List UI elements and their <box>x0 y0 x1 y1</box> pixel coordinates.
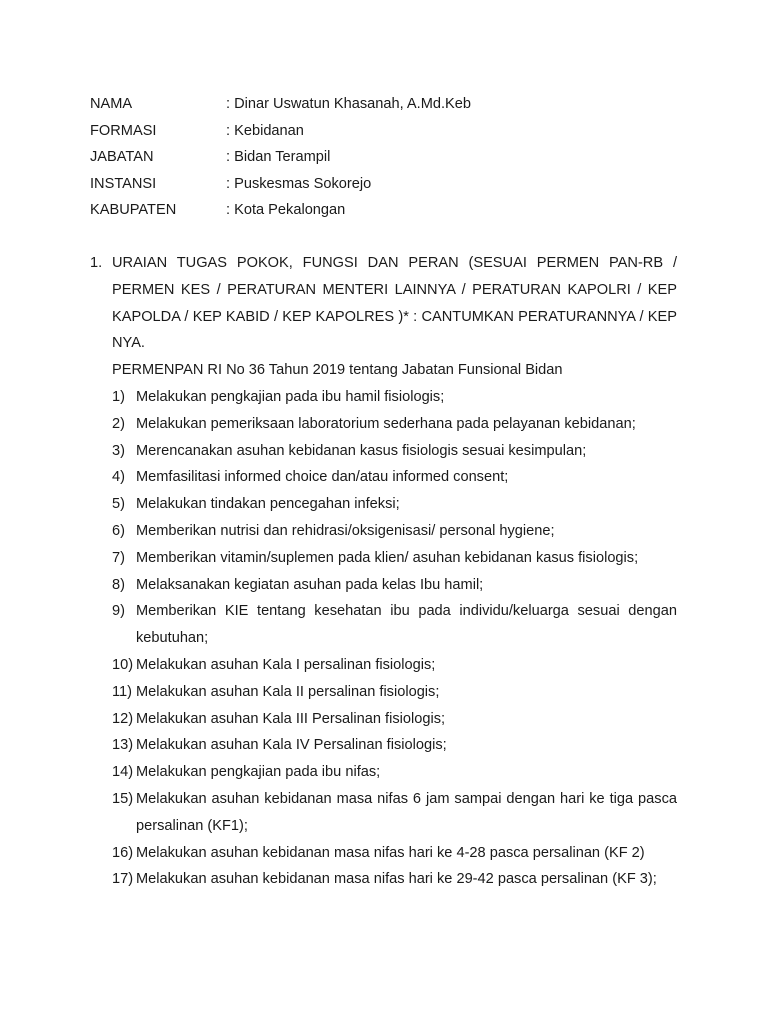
list-item-text: Melakukan asuhan Kala IV Persalinan fisiologis; <box>136 737 447 754</box>
list-item <box>112 598 677 652</box>
list-item-number: 13) <box>112 737 134 754</box>
list-item-number: 1) <box>112 388 125 405</box>
list-item <box>112 866 677 893</box>
info-value: : Kebidanan <box>226 122 304 139</box>
list-item-text: Melakukan asuhan Kala I persalinan fisiologis; <box>136 656 436 673</box>
duties-section <box>90 250 677 893</box>
list-item <box>112 411 677 438</box>
info-value: : Kota Pekalongan <box>226 202 346 219</box>
info-value: : Dinar Uswatun Khasanah, A.Md.Keb <box>226 96 471 112</box>
list-item-text: Melakukan pengkajian pada ibu hamil fisiologis; <box>136 388 445 405</box>
list-item-number: 17) <box>112 871 134 888</box>
section-heading <box>90 250 677 893</box>
list-item <box>112 572 677 599</box>
list-item <box>112 438 677 465</box>
section-body <box>112 250 677 893</box>
info-label: JABATAN <box>90 149 154 166</box>
list-item-text: Melakukan pengkajian pada ibu nifas; <box>136 764 381 781</box>
list-item <box>112 652 677 679</box>
list-item-text: Memfasilitasi informed choice dan/atau informed consent; <box>136 469 509 486</box>
info-label: NAMA <box>90 96 133 112</box>
list-item-text: Melakukan asuhan kebidanan masa nifas hari ke 29-42 pasca persalinan (KF 3); <box>136 871 657 888</box>
list-item <box>112 679 677 706</box>
info-label: KABUPATEN <box>90 202 177 219</box>
list-item <box>112 786 677 840</box>
list-item <box>112 706 677 733</box>
list-item-number: 16) <box>112 844 134 861</box>
list-item-text: Memberikan vitamin/suplemen pada klien/ asuhan kebidanan kasus fisiologis; <box>136 549 639 566</box>
info-label: FORMASI <box>90 122 157 139</box>
list-item-text: Melakukan asuhan Kala II persalinan fisiologis; <box>136 683 440 700</box>
list-item-text: Melaksanakan kegiatan asuhan pada kelas Ibu hamil; <box>136 576 484 593</box>
list-item <box>112 384 677 411</box>
list-item-number: 2) <box>112 415 125 432</box>
list-item-number: 6) <box>112 522 125 539</box>
list-item <box>112 545 677 572</box>
section-number: 1. <box>90 255 103 271</box>
list-item-text: Melakukan asuhan Kala III Persalinan fisiologis; <box>136 710 446 727</box>
info-row-instansi <box>90 171 690 198</box>
identity-block <box>90 91 690 224</box>
list-item-text: Melakukan asuhan kebidanan masa nifas hari ke 4-28 pasca persalinan (KF 2) <box>136 844 645 861</box>
list-item-text: Memberikan nutrisi dan rehidrasi/oksigenisasi/ personal hygiene; <box>136 522 555 539</box>
list-item-number: 5) <box>112 496 125 513</box>
section-title: URAIAN TUGAS POKOK, FUNGSI DAN PERAN (SESUAI PERMEN PAN-RB / PERMEN KES / PERATURAN MENTERI LAINNYA / PERATURAN KAPOLRI / KEP KAPOLDA / KEP KABID / KEP KAPOLRES )* : CANTUMKAN PERATURANNYA / KEP NYA. <box>112 255 677 352</box>
list-item <box>112 759 677 786</box>
list-item-text: Melakukan asuhan kebidanan masa nifas 6 jam sampai dengan hari ke tiga pasca persalinan (KF1); <box>136 790 677 834</box>
duty-list <box>112 384 677 893</box>
list-item-number: 11) <box>112 683 133 700</box>
list-item-number: 15) <box>112 790 134 807</box>
regulation-reference: PERMENPAN RI No 36 Tahun 2019 tentang Jabatan Funsional Bidan <box>112 362 563 379</box>
info-label: INSTANSI <box>90 175 157 192</box>
list-item <box>112 464 677 491</box>
list-item-number: 9) <box>112 603 125 620</box>
info-row-kabupaten <box>90 197 690 224</box>
list-item-text: Merencanakan asuhan kebidanan kasus fisiologis sesuai kesimpulan; <box>136 442 587 459</box>
list-item-number: 7) <box>112 549 125 566</box>
info-value: : Bidan Terampil <box>226 149 331 166</box>
info-value: : Puskesmas Sokorejo <box>226 175 372 192</box>
info-row-formasi <box>90 118 690 145</box>
list-item-text: Memberikan KIE tentang kesehatan ibu pada individu/keluarga sesuai dengan kebutuhan; <box>136 603 677 647</box>
list-item-number: 10) <box>112 656 134 673</box>
list-item <box>112 732 677 759</box>
info-row-nama <box>90 91 690 118</box>
list-item-text: Melakukan tindakan pencegahan infeksi; <box>136 496 400 513</box>
list-item-number: 3) <box>112 442 125 459</box>
info-row-jabatan <box>90 144 690 171</box>
list-item <box>112 840 677 867</box>
list-item <box>112 491 677 518</box>
list-item-number: 8) <box>112 576 125 593</box>
list-item-number: 14) <box>112 764 134 781</box>
list-item-number: 12) <box>112 710 134 727</box>
list-item-number: 4) <box>112 469 125 486</box>
list-item-text: Melakukan pemeriksaan laboratorium sederhana pada pelayanan kebidanan; <box>136 415 636 432</box>
list-item <box>112 518 677 545</box>
